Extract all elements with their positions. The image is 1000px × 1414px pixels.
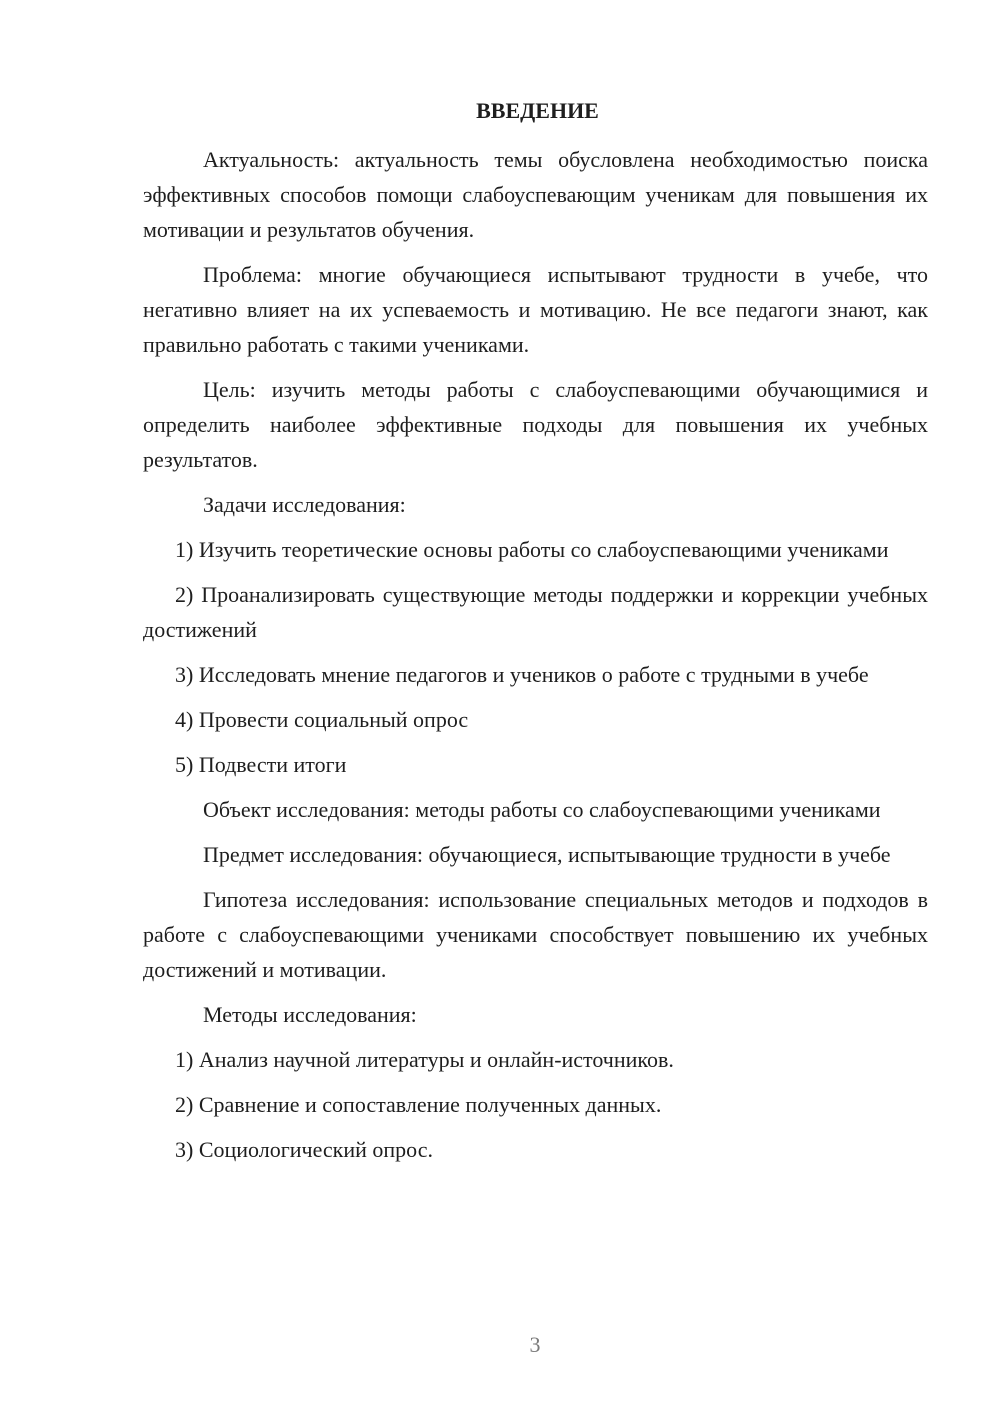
subject-paragraph: Предмет исследования: обучающиеся, испытывающие трудности в учебе	[203, 842, 891, 867]
section-title: ВВЕДЕНИЕ	[476, 98, 599, 123]
method-item-2: 2) Сравнение и сопоставление полученных данных.	[175, 1092, 662, 1117]
page-number: 3	[529, 1332, 541, 1357]
method-item-1: 1) Анализ научной литературы и онлайн-источников.	[175, 1047, 674, 1072]
task-item-1: 1) Изучить теоретические основы работы со слабоуспевающими учениками	[175, 537, 889, 562]
object-paragraph: Объект исследования: методы работы со слабоуспевающими учениками	[203, 797, 881, 822]
task-item-3: 3) Исследовать мнение педагогов и учеников о работе с трудными в учебе	[175, 662, 869, 687]
method-item-3: 3) Социологический опрос.	[175, 1137, 433, 1162]
tasks-heading: Задачи исследования:	[203, 492, 406, 517]
task-item-5: 5) Подвести итоги	[175, 752, 347, 777]
methods-heading: Методы исследования:	[203, 1002, 417, 1027]
task-item-4: 4) Провести социальный опрос	[175, 707, 469, 732]
page-content	[143, 96, 928, 1177]
hypothesis-paragraph: Гипотеза исследования: использование специальных методов и подходов в работе с слабоуспевающими учениками способствует повышению их учебных достижений и мотивации.	[143, 887, 928, 982]
task-item-2: 2) Проанализировать существующие методы поддержки и коррекции учебных достижений	[143, 582, 928, 642]
goal-paragraph: Цель: изучить методы работы с слабоуспевающими обучающимися и определить наиболее эффективные подходы для повышения их учебных результатов.	[143, 377, 928, 472]
problem-paragraph: Проблема: многие обучающиеся испытывают трудности в учебе, что негативно влияет на их успеваемость и мотивацию. Не все педагоги знают, как правильно работать с такими учениками.	[143, 262, 928, 357]
relevance-paragraph: Актуальность: актуальность темы обусловлена необходимостью поиска эффективных способов помощи слабоуспевающим ученикам для повышения их мотивации и результатов обучения.	[143, 147, 928, 242]
